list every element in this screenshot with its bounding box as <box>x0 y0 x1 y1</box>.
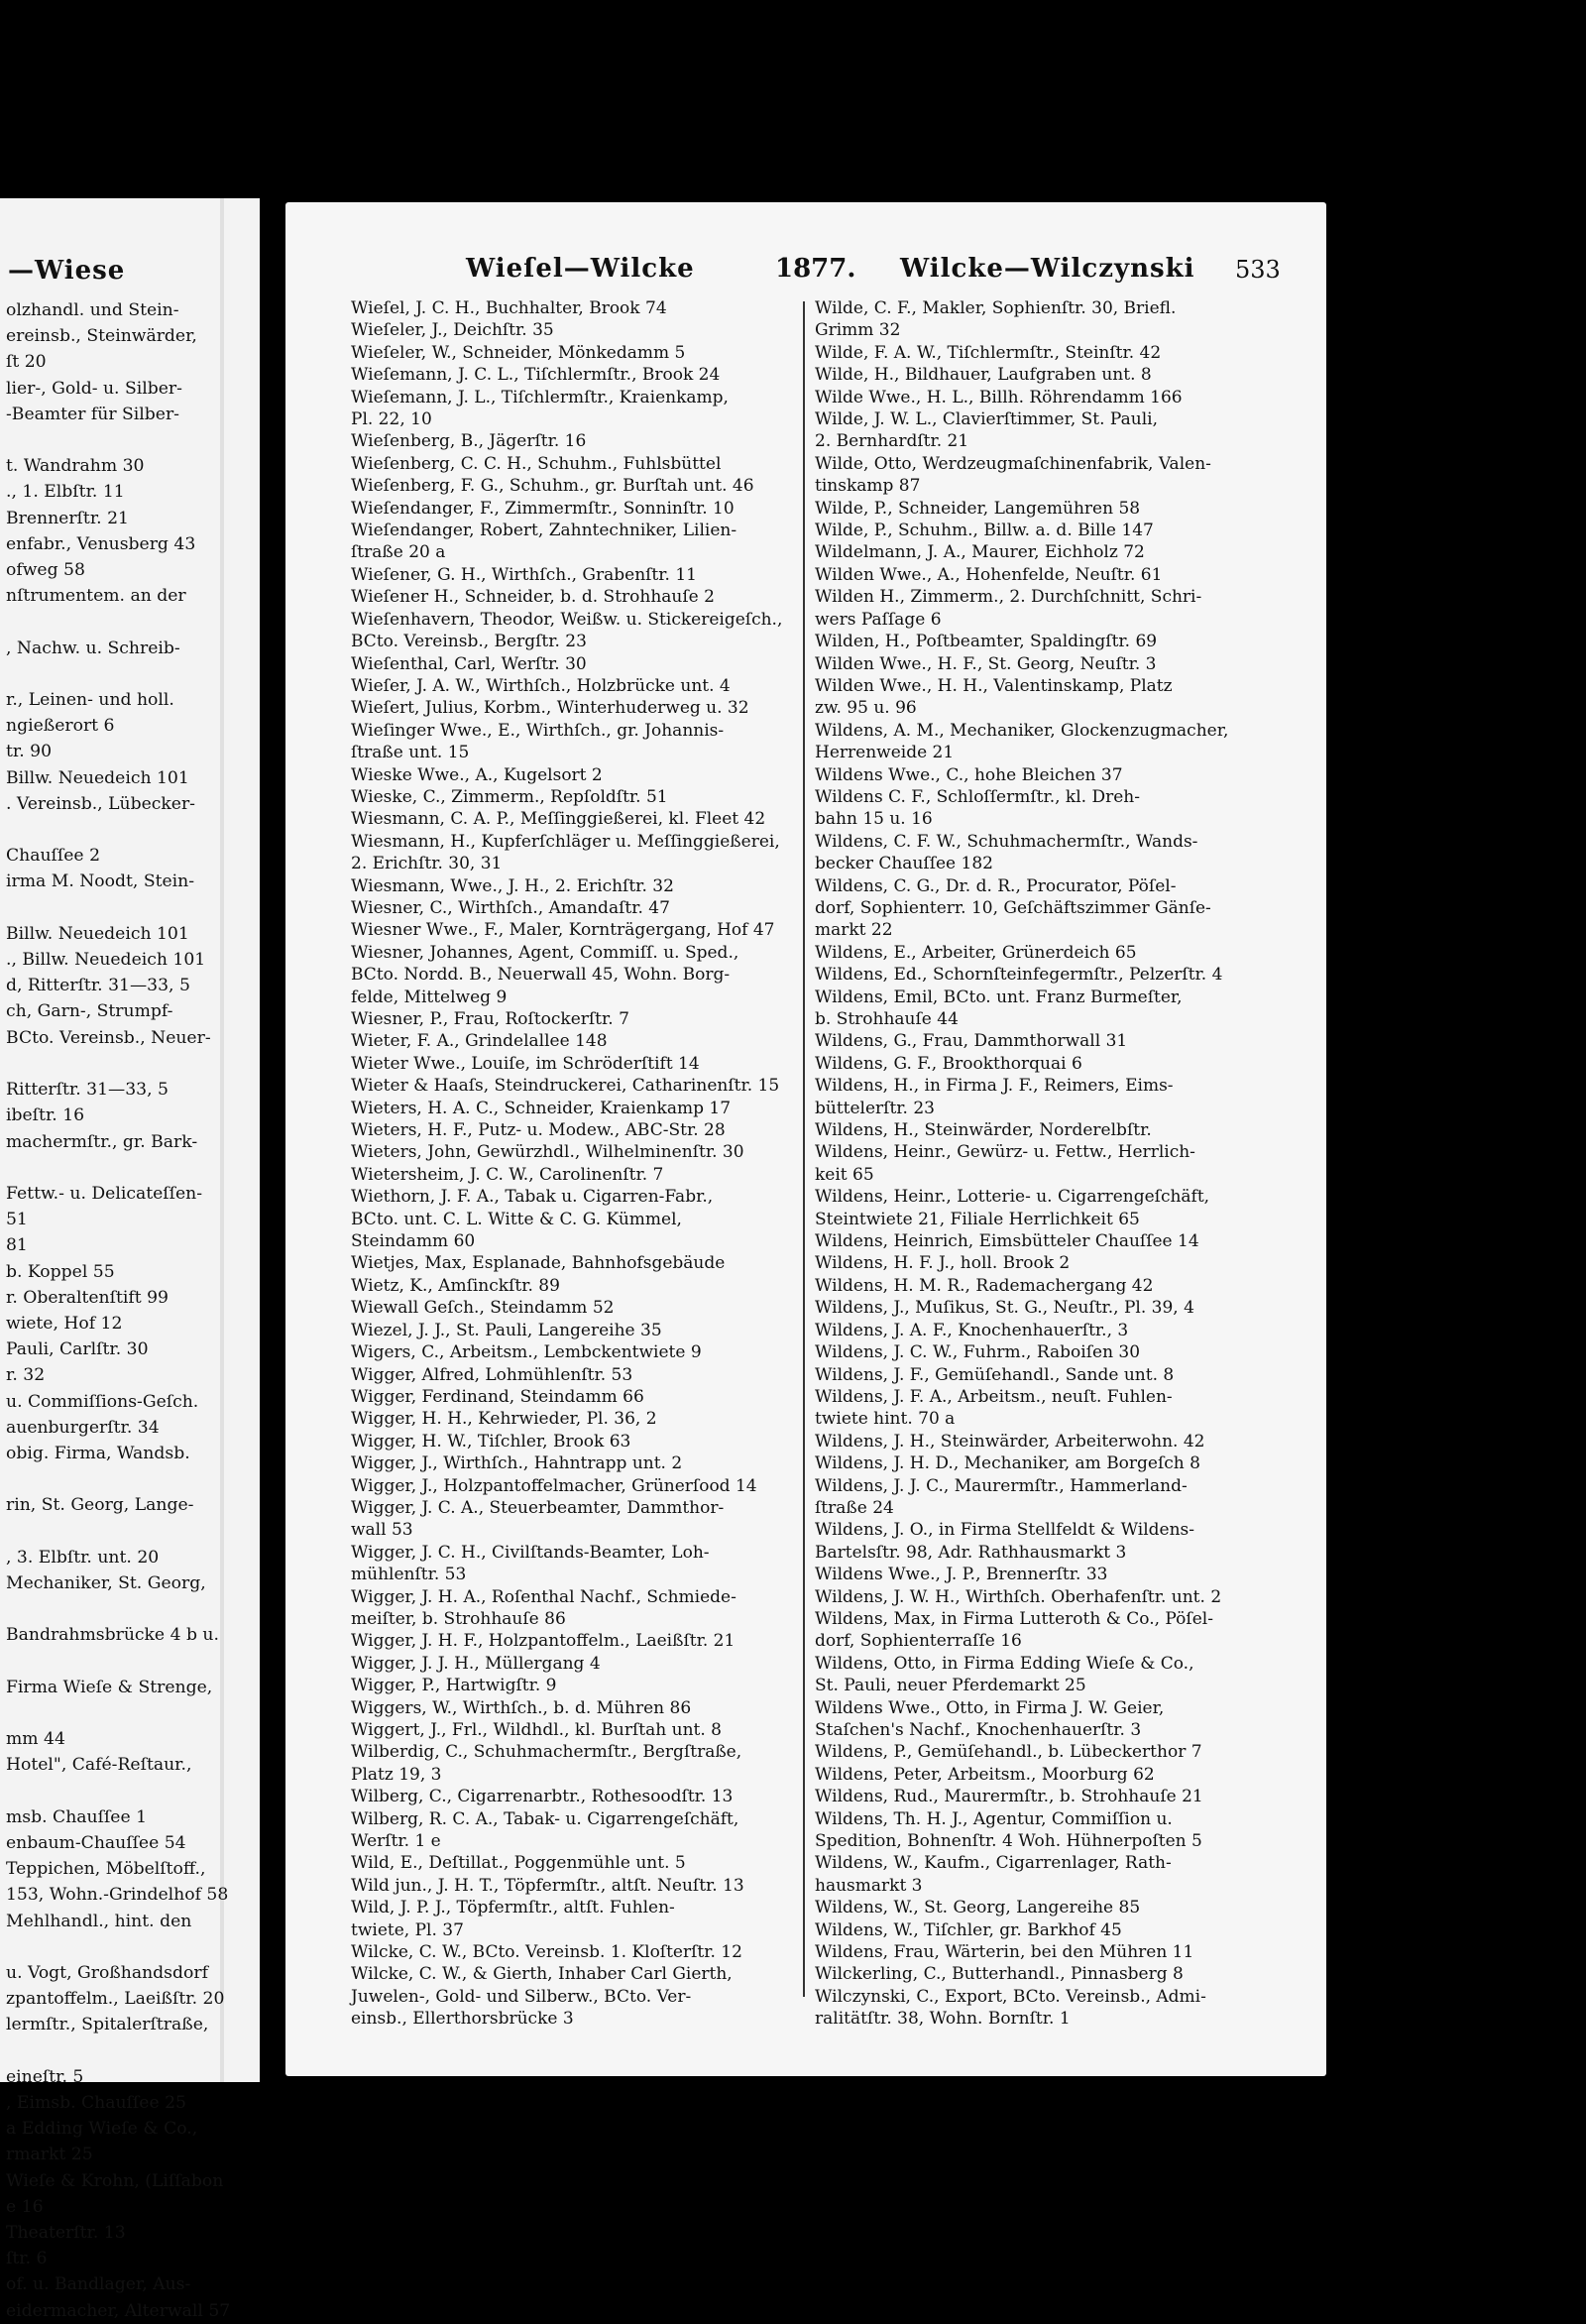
directory-entry-line: Wilde, J. W. L., Clavierſtimmer, St. Pauli, <box>815 409 1158 430</box>
directory-entry-line: Wilberg, R. C. A., Tabak- u. Cigarrengeſchäft, <box>351 1808 739 1829</box>
directory-entry-line: Wigger, Alfred, Lohmühlenſtr. 53 <box>351 1364 633 1385</box>
directory-entry-line: Wildens Wwe., C., hohe Bleichen 37 <box>815 764 1123 785</box>
directory-entry-line: Wigger, J. J. H., Müllergang 4 <box>351 1653 601 1674</box>
directory-entry-line: Wieſinger Wwe., E., Wirthſch., gr. Johannis- <box>351 720 725 741</box>
directory-entry-line: Wieſenhavern, Theodor, Weißw. u. Stickereigeſch., <box>351 609 783 630</box>
header-left-title: Wieſel—Wilcke <box>466 254 695 284</box>
directory-entry-line: Wildens, J. H., Steinwärder, Arbeiterwohn. 42 <box>815 1431 1205 1452</box>
directory-entry-line <box>6 427 254 453</box>
directory-entry-line: twiete hint. 70 a <box>815 1409 956 1430</box>
directory-entry-line: Wilde, H., Bildhauer, Laufgraben unt. 8 <box>815 365 1152 386</box>
directory-entry-line: Chauſſee 2 <box>6 846 101 867</box>
directory-entry-line: Wigger, J., Wirthſch., Hahntrapp unt. 2 <box>351 1453 683 1474</box>
directory-entry-line: Wieſenthal, Carl, Werſtr. 30 <box>351 653 587 674</box>
directory-entry-line: Wilde, Otto, Werdzeugmaſchinenfabrik, Valen- <box>815 453 1211 474</box>
directory-entry-line <box>6 895 254 921</box>
directory-entry-line: Wigger, Ferdinand, Steindamm 66 <box>351 1386 644 1407</box>
directory-entry-line: mühlenſtr. 53 <box>351 1565 467 1585</box>
directory-entry-line: Wieters, H. F., Putz- u. Modew., ABC-Str. 28 <box>351 1120 726 1141</box>
directory-entry-line: BCto. Nordd. B., Neuerwall 45, Wohn. Borg- <box>351 965 731 986</box>
directory-entry-line: ., 1. Elbſtr. 11 <box>6 482 125 503</box>
directory-entry-line: Wilde, F. A. W., Tiſchlermſtr., Steinſtr. 42 <box>815 342 1162 363</box>
directory-entry-line: BCto. Vereinsb., Neuer- <box>6 1027 211 1048</box>
directory-entry-line: Wildens, H. M. R., Rademachergang 42 <box>815 1275 1154 1296</box>
directory-entry-line: Wildens, C. F. W., Schuhmachermſtr., Wands- <box>815 831 1198 852</box>
directory-entry-line: tr. 90 <box>6 742 53 762</box>
left-page-fragment <box>0 198 260 2321</box>
directory-entry-line: Wildens, H., in Firma J. F., Reimers, Eims- <box>815 1076 1174 1097</box>
directory-entry-line: hausmarkt 3 <box>815 1875 923 1896</box>
directory-entry-line: Wiezel, J. J., St. Pauli, Langereihe 35 <box>351 1320 662 1340</box>
directory-entry-line: Wieſeler, J., Deichſtr. 35 <box>351 320 554 341</box>
directory-entry-line: Wietz, K., Amſinckſtr. 89 <box>351 1275 560 1296</box>
directory-entry-line: Wildens, H., Steinwärder, Norderelbſtr. <box>815 1120 1152 1141</box>
directory-page <box>285 202 1326 2076</box>
directory-entry-line: Wigers, C., Arbeitsm., Lembckentwiete 9 <box>351 1342 702 1363</box>
directory-entry-line: Platz 19, 3 <box>351 1764 442 1785</box>
directory-entry-line: ſtraße 20 a <box>351 542 446 563</box>
directory-entry-line: Wildens, Heinr., Gewürz- u. Fettw., Herrlich- <box>815 1142 1195 1163</box>
directory-entry-line: nſtrumentem. an der <box>6 586 186 607</box>
directory-entry-line: msb. Chauſſee 1 <box>6 1806 148 1827</box>
directory-entry-line: Wildens, Heinrich, Eimsbütteler Chauſſee 14 <box>815 1231 1199 1252</box>
directory-entry-line <box>6 1700 254 1726</box>
directory-entry-line: 2. Erichſtr. 30, 31 <box>351 854 503 874</box>
directory-entry-line: Wieters, H. A. C., Schneider, Kraienkamp 17 <box>351 1098 732 1118</box>
directory-entry-line: Wildens, Heinr., Lotterie- u. Cigarrengeſchäft, <box>815 1187 1210 1208</box>
directory-entry-line: Wigger, J., Holzpantoffelmacher, Grünerſood 14 <box>351 1475 757 1496</box>
directory-entry-line: olzhandl. und Stein- <box>6 300 179 320</box>
directory-entry-line: Pauli, Carlſtr. 30 <box>6 1339 149 1360</box>
directory-entry-line: Steintwiete 21, Filiale Herrlichkeit 65 <box>815 1209 1140 1229</box>
column-divider <box>803 301 805 1997</box>
directory-entry-line: Wildens, Max, in Firma Lutteroth & Co., Pöſel- <box>815 1608 1213 1629</box>
directory-entry-line: Wildens Wwe., J. P., Brennerſtr. 33 <box>815 1565 1108 1585</box>
directory-entry-line: enfabr., Venusberg 43 <box>6 533 196 554</box>
directory-entry-line: keit 65 <box>815 1164 874 1185</box>
directory-entry-line: Wildens, A. M., Mechaniker, Glockenzugmacher, <box>815 720 1229 741</box>
directory-entry-line: Wilde, C. F., Makler, Sophienſtr. 30, Briefl. <box>815 298 1177 318</box>
directory-entry-line: Wildens, Th. H. J., Agentur, Commiſſion u. <box>815 1808 1173 1829</box>
directory-entry-line: Wildens, Otto, in Firma Edding Wieſe & Co., <box>815 1653 1194 1674</box>
directory-entry-line <box>6 661 254 687</box>
directory-entry-line: twiete, Pl. 37 <box>351 1919 464 1940</box>
running-header <box>285 202 1326 291</box>
directory-entry-line: Wildens, C. G., Dr. d. R., Procurator, Pöſel- <box>815 875 1177 896</box>
directory-entry-line <box>6 1779 254 1804</box>
directory-entry-line: , 3. Elbſtr. unt. 20 <box>6 1547 160 1568</box>
directory-entry-line: einsb., Ellerthorsbrücke 3 <box>351 2009 574 2030</box>
left-page-lines <box>6 297 254 2324</box>
directory-entry-line: dorf, Sophienterraſſe 16 <box>815 1631 1022 1652</box>
left-page-header: —Wiese <box>8 256 126 286</box>
directory-entry-line: markt 22 <box>815 920 893 941</box>
directory-entry-line: r. Oberaltenſtift 99 <box>6 1287 169 1308</box>
directory-entry-line: Wieſel, J. C. H., Buchhalter, Brook 74 <box>351 298 667 318</box>
directory-entry-line: Ritterſtr. 31—33, 5 <box>6 1080 169 1101</box>
directory-entry-line: felde, Mittelweg 9 <box>351 987 508 1007</box>
directory-entry-line: Wieter, F. A., Grindelallee 148 <box>351 1031 608 1052</box>
directory-entry-line: Herrenweide 21 <box>815 743 955 763</box>
directory-entry-line: Wildens, G. F., Brookthorquai 6 <box>815 1053 1082 1074</box>
directory-entry-line: zpantoffelm., Laeißſtr. 20 <box>6 1989 225 2010</box>
directory-entry-line: ſtraße 24 <box>815 1497 894 1518</box>
directory-entry-line: Wildens, J. C. W., Fuhrm., Raboiſen 30 <box>815 1342 1141 1363</box>
directory-entry-line: e 16 <box>6 2196 44 2217</box>
directory-entry-line: Wildens C. F., Schloſſermſtr., kl. Dreh- <box>815 786 1140 807</box>
directory-entry-line: Wilde Wwe., H. L., Billh. Röhrendamm 166 <box>815 387 1183 407</box>
directory-entry-line: Wilde, P., Schneider, Langemühren 58 <box>815 498 1141 519</box>
directory-entry-line: 51 <box>6 1210 28 1230</box>
directory-entry-line: Wiggert, J., Frl., Wildhdl., kl. Burſtah unt. 8 <box>351 1720 722 1740</box>
directory-entry-line: BCto. unt. C. L. Witte & C. G. Kümmel, <box>351 1209 682 1229</box>
directory-entry-line: ibeſtr. 16 <box>6 1105 85 1126</box>
directory-entry-line: Wildens, Frau, Wärterin, bei den Mühren 11 <box>815 1942 1194 1963</box>
directory-entry-line: Wilde, P., Schuhm., Billw. a. d. Bille 147 <box>815 521 1154 541</box>
directory-entry-line: St. Pauli, neuer Pferdemarkt 25 <box>815 1676 1086 1696</box>
directory-entry-line: Brennerſtr. 21 <box>6 508 129 528</box>
directory-entry-line: Wildens, J. H. D., Mechaniker, am Borgeſch 8 <box>815 1453 1200 1474</box>
directory-entry-line: Wieter Wwe., Louiſe, im Schröderſtift 14 <box>351 1053 700 1074</box>
directory-entry-line: wiete, Hof 12 <box>6 1313 123 1334</box>
directory-entry-line <box>6 609 254 635</box>
directory-entry-line: tinskamp 87 <box>815 476 921 497</box>
directory-entry-line: b. Strohhauſe 44 <box>815 1009 959 1029</box>
directory-entry-line: Wilckerling, C., Butterhandl., Pinnasberg 8 <box>815 1964 1184 1985</box>
directory-entry-line: mm 44 <box>6 1729 65 1750</box>
directory-entry-line: Wildens Wwe., Otto, in Firma J. W. Geier, <box>815 1697 1165 1718</box>
directory-entry-line: Wietersheim, J. C. W., Carolinenſtr. 7 <box>351 1164 664 1185</box>
directory-entry-line: Theaterſtr. 13 <box>6 2223 126 2244</box>
directory-entry-line: Wiewall Geſch., Steindamm 52 <box>351 1298 615 1319</box>
directory-entry-line: Wiggers, W., Wirthſch., b. d. Mühren 86 <box>351 1697 692 1718</box>
directory-entry-line: lermſtr., Spitalerſtraße, <box>6 2015 209 2035</box>
directory-entry-line: Firma Wieſe & Strenge, <box>6 1677 213 1697</box>
directory-entry-line: Wilden H., Zimmerm., 2. Durchſchnitt, Schri- <box>815 587 1202 608</box>
directory-entry-line: 153, Wohn.-Grindelhof 58 <box>6 1885 229 1906</box>
directory-entry-line: of. u. Bandlager, Aus- <box>6 2274 191 2295</box>
directory-entry-line: Wiesner, P., Frau, Roſtockerſtr. 7 <box>351 1009 629 1029</box>
directory-entry-line: Pl. 22, 10 <box>351 409 432 430</box>
directory-entry-line: Wildens, G., Frau, Dammthorwall 31 <box>815 1031 1128 1052</box>
directory-entry-line: Steindamm 60 <box>351 1231 476 1252</box>
directory-entry-line: machermſtr., gr. Bark- <box>6 1131 198 1152</box>
directory-entry-line <box>6 1051 254 1077</box>
directory-entry-line: Wildelmann, J. A., Maurer, Eichholz 72 <box>815 542 1145 563</box>
directory-entry-line: 2. Bernhardſtr. 21 <box>815 431 969 452</box>
directory-entry-line: Wilczynski, C., Export, BCto. Vereinsb., Admi- <box>815 1986 1206 2007</box>
directory-entry-line: Juwelen-, Gold- und Silberw., BCto. Ver- <box>351 1986 692 2007</box>
directory-entry-line: rmarkt 25 <box>6 2145 93 2165</box>
directory-entry-line: Hotel", Café-Reſtaur., <box>6 1755 192 1776</box>
directory-entry-line: Wiesmann, Wwe., J. H., 2. Erichſtr. 32 <box>351 875 674 896</box>
directory-entry-line: Wildens, J. A. F., Knochenhauerſtr., 3 <box>815 1320 1129 1340</box>
directory-entry-line <box>6 817 254 843</box>
directory-entry-line: eidermacher, Alterwall 57 <box>6 2300 231 2321</box>
directory-entry-line: Wilcke, C. W., BCto. Vereinsb. 1. Kloſterſtr. 12 <box>351 1942 742 1963</box>
directory-entry-line: Wiesner, C., Wirthſch., Amandaſtr. 47 <box>351 897 670 918</box>
directory-entry-line: lier-, Gold- u. Silber- <box>6 378 182 399</box>
directory-entry-line: ofweg 58 <box>6 560 85 581</box>
directory-entry-line: Wieter & Haaſs, Steindruckerei, Catharinenſtr. 15 <box>351 1076 780 1097</box>
directory-entry-line: Wilden Wwe., A., Hohenfelde, Neuſtr. 61 <box>815 564 1163 585</box>
directory-entry-line: Bartelsſtr. 98, Adr. Rathhausmarkt 3 <box>815 1542 1127 1563</box>
directory-entry-line: becker Chauſſee 182 <box>815 854 993 874</box>
directory-entry-line: Wilden Wwe., H. H., Valentinskamp, Platz <box>815 675 1173 696</box>
directory-entry-line: Wieſert, Julius, Korbm., Winterhuderweg u. 32 <box>351 698 749 719</box>
directory-entry-line: Wild, J. P. J., Töpfermſtr., altſt. Fuhlen- <box>351 1898 675 1918</box>
directory-entry-line <box>6 1466 254 1492</box>
directory-entry-line: bahn 15 u. 16 <box>815 809 933 830</box>
directory-entry-line: Wildens, W., Kaufm., Cigarrenlager, Rath- <box>815 1853 1172 1874</box>
directory-entry-line: Wilcke, C. W., & Gierth, Inhaber Carl Gierth, <box>351 1964 733 1985</box>
directory-entry-line: obig. Firma, Wandsb. <box>6 1443 190 1463</box>
directory-entry-line: Wigger, J. C. H., Civilſtands-Beamter, Loh- <box>351 1542 710 1563</box>
directory-entry-line: Wigger, J. C. A., Steuerbeamter, Dammthor- <box>351 1497 725 1518</box>
directory-entry-line: Wieſemann, J. C. L., Tiſchlermſtr., Brook 24 <box>351 365 721 386</box>
directory-entry-line: d, Ritterſtr. 31—33, 5 <box>6 976 190 996</box>
directory-entry-line <box>6 1649 254 1675</box>
directory-entry-line: Wieſenberg, B., Jägerſtr. 16 <box>351 431 587 452</box>
directory-entry-line: Wildens, Peter, Arbeitsm., Moorburg 62 <box>815 1764 1155 1785</box>
directory-entry-line: Wilden, H., Poſtbeamter, Spaldingſtr. 69 <box>815 632 1158 652</box>
directory-entry-line: Mehlhandl., hint. den <box>6 1911 192 1931</box>
directory-entry-line: Wiesner, Johannes, Agent, Commiſſ. u. Sped., <box>351 942 739 963</box>
directory-entry-line: Wieſenberg, C. C. H., Schuhm., Fuhlsbüttel <box>351 453 722 474</box>
directory-entry-line: Spedition, Bohnenſtr. 4 Woh. Hühnerpoſten 5 <box>815 1831 1202 1852</box>
directory-entry-line: Wildens, W., St. Georg, Langereihe 85 <box>815 1898 1141 1918</box>
directory-entry-line: , Nachw. u. Schreib- <box>6 638 180 658</box>
directory-entry-line <box>6 1519 254 1545</box>
page-number: 533 <box>1235 256 1281 284</box>
directory-entry-line: Grimm 32 <box>815 320 901 341</box>
directory-entry-line: Wild, E., Deſtillat., Poggenmühle unt. 5 <box>351 1853 686 1874</box>
directory-entry-line <box>6 2038 254 2064</box>
directory-entry-line: Bandrahmsbrücke 4 b u. <box>6 1625 219 1646</box>
directory-entry-line: Fettw.- u. Delicateſſen- <box>6 1183 203 1204</box>
directory-entry-line: Wiesmann, H., Kupferſchläger u. Meſſinggießerei, <box>351 831 780 852</box>
directory-entry-line: r., Leinen- und holl. <box>6 690 174 711</box>
directory-entry-line: Wieſener, G. H., Wirthſch., Grabenſtr. 11 <box>351 564 697 585</box>
header-right-title: Wilcke—Wilczynski <box>900 254 1195 284</box>
directory-entry-line: ch, Garn-, Strumpf- <box>6 1001 173 1022</box>
directory-entry-line: a Edding Wieſe & Co., <box>6 2119 198 2140</box>
directory-entry-line: auenburgerſtr. 34 <box>6 1417 160 1438</box>
directory-entry-line: meiſter, b. Strohhauſe 86 <box>351 1608 566 1629</box>
directory-entry-line: 81 <box>6 1235 28 1256</box>
directory-entry-line: Wiethorn, J. F. A., Tabak u. Cigarren-Fabr., <box>351 1187 714 1208</box>
directory-entry-line: zw. 95 u. 96 <box>815 698 917 719</box>
directory-entry-line: Wieters, John, Gewürzhdl., Wilhelminenſtr. 30 <box>351 1142 744 1163</box>
directory-entry-line: Wigger, J. H. F., Holzpantoffelm., Laeißſtr. 21 <box>351 1631 736 1652</box>
column-1 <box>351 297 817 2031</box>
directory-entry-line: Teppichen, Möbelſtoff., <box>6 1859 206 1880</box>
directory-entry-line: t. Wandrahm 30 <box>6 456 145 477</box>
directory-entry-line: Wildens, Ed., Schornſteinfegermſtr., Pelzerſtr. 4 <box>815 965 1223 986</box>
directory-entry-line: u. Vogt, Großhandsdorf <box>6 1963 208 1983</box>
directory-entry-line: rin, St. Georg, Lange- <box>6 1495 194 1516</box>
directory-entry-line: Wieſendanger, Robert, Zahntechniker, Lilien- <box>351 521 737 541</box>
directory-entry-line: Wiesner Wwe., F., Maler, Kornträgergang, Hof 47 <box>351 920 775 941</box>
directory-entry-line: r. 32 <box>6 1365 46 1386</box>
directory-entry-line: ſt 20 <box>6 352 47 373</box>
directory-entry-line: irma M. Noodt, Stein- <box>6 872 195 892</box>
directory-entry-line: Wieſener H., Schneider, b. d. Strohhauſe 2 <box>351 587 715 608</box>
directory-entry-line: Wilden Wwe., H. F., St. Georg, Neuſtr. 3 <box>815 653 1157 674</box>
directory-entry-line: dorf, Sophienterr. 10, Geſchäftszimmer Gänſe- <box>815 897 1211 918</box>
directory-entry-line: Wildens, Rud., Maurermſtr., b. Strohhauſe 21 <box>815 1787 1203 1807</box>
directory-entry-line: wers Paſſage 6 <box>815 609 942 630</box>
directory-entry-line: büttelerſtr. 23 <box>815 1098 936 1118</box>
directory-entry-line: Wildens, E., Arbeiter, Grünerdeich 65 <box>815 942 1137 963</box>
directory-entry-line: Werſtr. 1 e <box>351 1831 441 1852</box>
directory-entry-line: Wild jun., J. H. T., Töpfermſtr., altſt. Neuſtr. 13 <box>351 1875 744 1896</box>
directory-entry-line: Wieſe & Krohn, (Liſſabon <box>6 2170 224 2191</box>
directory-entry-line: b. Koppel 55 <box>6 1261 115 1282</box>
directory-entry-line: wall 53 <box>351 1520 413 1541</box>
directory-entry-line: Wilberg, C., Cigarrenarbtr., Rothesoodſtr. 13 <box>351 1787 734 1807</box>
directory-entry-line: Wildens, J. F., Gemüſehandl., Sande unt. 8 <box>815 1364 1175 1385</box>
directory-entry-line: ereinsb., Steinwärder, <box>6 326 197 347</box>
directory-entry-line: Wieſendanger, F., Zimmermſtr., Sonninſtr. 10 <box>351 498 735 519</box>
directory-entry-line: Mechaniker, St. Georg, <box>6 1572 206 1593</box>
column-2 <box>815 297 1316 2031</box>
directory-entry-line: Wildens, J. F. A., Arbeitsm., neuſt. Fuhlen- <box>815 1386 1173 1407</box>
directory-entry-line: Wildens, W., Tiſchler, gr. Barkhof 45 <box>815 1919 1122 1940</box>
directory-entry-line: BCto. Vereinsb., Bergſtr. 23 <box>351 632 587 652</box>
directory-entry-line: Wieſenberg, F. G., Schuhm., gr. Burſtah unt. 46 <box>351 476 754 497</box>
directory-entry-line: u. Commiſſions-Geſch. <box>6 1391 199 1412</box>
directory-entry-line: Wilberdig, C., Schuhmachermſtr., Bergſtraße, <box>351 1742 742 1763</box>
directory-entry-line: ngießerort 6 <box>6 716 115 737</box>
directory-entry-line: Wieſer, J. A. W., Wirthſch., Holzbrücke unt. 4 <box>351 675 731 696</box>
directory-entry-line: ., Billw. Neuedeich 101 <box>6 950 206 971</box>
directory-entry-line: Wildens, J., Muſikus, St. G., Neuſtr., Pl. 39, 4 <box>815 1298 1194 1319</box>
directory-entry-line: Wieſeler, W., Schneider, Mönkedamm 5 <box>351 342 686 363</box>
directory-entry-line: Wieſemann, J. L., Tiſchlermſtr., Kraienkamp, <box>351 387 729 407</box>
directory-entry-line: , Eimsb. Chauſſee 25 <box>6 2093 186 2114</box>
directory-entry-line: Wildens, Emil, BCto. unt. Franz Burmeſter, <box>815 987 1183 1007</box>
directory-entry-line: ſtr. 6 <box>6 2249 48 2269</box>
directory-entry-line: Wieske Wwe., A., Kugelsort 2 <box>351 764 603 785</box>
directory-entry-line: Wiesmann, C. A. P., Meſſinggießerei, kl. Fleet 42 <box>351 809 766 830</box>
directory-entry-line: Wildens, H. F. J., holl. Brook 2 <box>815 1253 1071 1274</box>
directory-entry-line: . Vereinsb., Lübecker- <box>6 793 195 814</box>
directory-entry-line: Billw. Neuedeich 101 <box>6 767 189 788</box>
directory-entry-line: ſtraße unt. 15 <box>351 743 470 763</box>
directory-entry-line <box>6 1596 254 1622</box>
directory-entry-line: Wieske, C., Zimmerm., Repſoldſtr. 51 <box>351 786 668 807</box>
directory-entry-line: Wietjes, Max, Esplanade, Bahnhofsgebäude <box>351 1253 726 1274</box>
directory-entry-line: eineſtr. 5 <box>6 2066 84 2087</box>
directory-entry-line: Billw. Neuedeich 101 <box>6 923 189 944</box>
directory-entry-line: Wildens, J. W. H., Wirthſch. Oberhafenſtr. unt. 2 <box>815 1586 1222 1607</box>
directory-entry-line: Wigger, J. H. A., Roſenthal Nachf., Schmiede- <box>351 1586 736 1607</box>
directory-entry-line: Wildens, J. O., in Firma Stellfeldt & Wildens- <box>815 1520 1194 1541</box>
directory-entry-line: -Beamter für Silber- <box>6 404 179 424</box>
directory-entry-line <box>6 1934 254 1960</box>
directory-entry-line <box>6 1155 254 1181</box>
directory-entry-line: enbaum-Chauſſee 54 <box>6 1832 186 1853</box>
header-year: 1877. <box>775 254 856 284</box>
directory-entry-line: Wildens, P., Gemüſehandl., b. Lübeckerthor 7 <box>815 1742 1202 1763</box>
directory-entry-line: Wigger, H. W., Tiſchler, Brook 63 <box>351 1431 631 1452</box>
directory-entry-line: ralitätſtr. 38, Wohn. Bornſtr. 1 <box>815 2009 1071 2030</box>
directory-entry-line: Wigger, H. H., Kehrwieder, Pl. 36, 2 <box>351 1409 657 1430</box>
directory-entry-line: Wildens, J. J. C., Maurermſtr., Hammerland- <box>815 1475 1188 1496</box>
directory-entry-line: Wigger, P., Hartwigſtr. 9 <box>351 1676 557 1696</box>
directory-entry-line: Staſchen's Nachf., Knochenhauerſtr. 3 <box>815 1720 1142 1740</box>
